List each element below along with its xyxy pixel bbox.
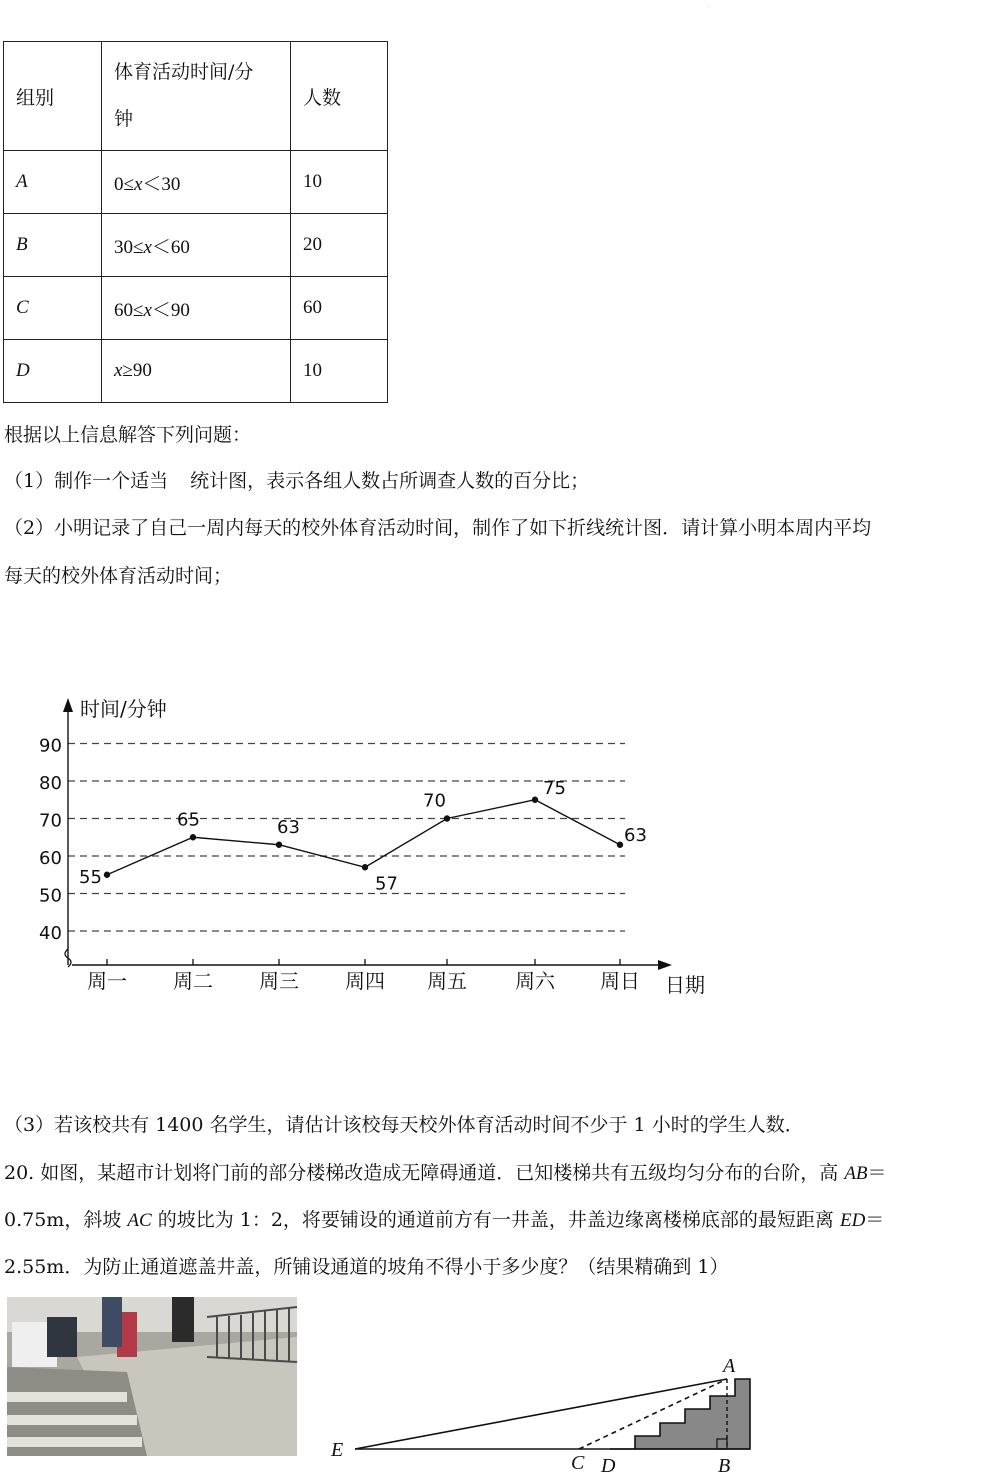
cell-group: A [4,151,102,214]
data-label: 57 [375,873,398,895]
frequency-table [3,41,388,403]
x-tick-label: 周二 [173,969,213,993]
cell-group: B [4,214,102,277]
header-time [102,42,291,151]
label-e: E [331,1439,344,1461]
data-point [362,864,368,870]
x-tick-label: 周三 [259,969,299,993]
cell-range: x≥90 [102,340,291,403]
intro-text: 根据以上信息解答下列问题： [4,424,252,446]
problem-20-line3: 2.55m．为防止通道遮盖井盖，所铺设通道的坡角不得小于多少度？（结果精确到 1） [4,1256,729,1278]
y-tick-label: 40 [39,923,62,944]
y-tick-label: 60 [39,848,62,869]
table-header-row [4,42,388,151]
cell-group: D [4,340,102,403]
question-3: （3）若该校共有 1400 名学生，请估计该校每天校外体育活动时间不少于 1 小时的学生人数． [4,1114,804,1136]
x-tick-label: 周日 [600,969,640,993]
data-point [444,815,450,821]
cell-range: 0≤x＜30 [102,151,291,214]
data-label: 63 [277,816,300,838]
problem-20-line2: 0.75m，斜坡 AC 的坡比为 1：2，将要铺设的通道前方有一井盖，井盖边缘离楼梯底部的最短距离 ED＝ [4,1209,885,1231]
stairs-photo [7,1297,297,1456]
table-row [4,151,388,214]
x-tick-label: 周一 [87,969,127,993]
cell-group: C [4,277,102,340]
question-2-line2: 每天的校外体育活动时间； [4,565,233,587]
cell-count: 10 [291,151,388,214]
header-group: 组别 [4,42,102,151]
cell-count: 20 [291,214,388,277]
x-axis-label: 日期 [665,973,705,997]
stray-mark: · [708,4,710,11]
y-tick-label: 80 [39,773,62,794]
cell-count: 10 [291,340,388,403]
data-label: 55 [79,866,102,888]
data-label: 63 [624,824,647,846]
y-tick-label: 90 [39,735,62,757]
table-row [4,214,388,277]
x-tick-label: 周五 [427,969,467,993]
header-time-line1: 体育活动时间/分 [114,61,254,83]
question-1: （1）制作一个适当 统计图，表示各组人数占所调查人数的百分比； [4,470,590,492]
label-c: C [571,1452,585,1474]
cell-range: 60≤x＜90 [102,277,291,340]
x-tick-label: 周六 [515,969,555,993]
data-label: 70 [423,790,446,812]
cell-count: 60 [291,277,388,340]
data-point [190,834,196,840]
x-axis-arrow [658,960,672,970]
label-d: D [601,1455,616,1477]
chart-series [79,778,647,895]
x-tick-label: 周四 [345,969,385,993]
problem-20-line1: 20. 如图，某超市计划将门前的部分楼梯改造成无障碍通道．已知楼梯共有五级均匀分布的台阶，高 AB＝ [4,1162,887,1184]
y-axis-label: 时间/分钟 [80,697,167,721]
y-axis-arrow [63,698,73,712]
data-label: 65 [177,809,200,831]
table-row [4,277,388,340]
stairs-shape [610,1379,750,1449]
line-chart [39,690,720,1010]
question-2-line1: （2）小明记录了自己一周内每天的校外体育活动时间，制作了如下折线统计图．请计算小明本周内平均 [4,517,872,539]
data-point [532,797,538,803]
y-tick-label: 50 [39,885,62,907]
slope-diagram [325,1352,765,1477]
cell-range: 30≤x＜60 [102,214,291,277]
data-point [617,842,623,848]
label-a: A [723,1355,736,1377]
data-point [276,842,282,848]
chart-grid [39,736,625,945]
chart-axes [63,697,705,997]
header-count: 人数 [291,42,388,151]
table-row [4,340,388,403]
y-tick-label: 70 [39,810,62,832]
data-label: 75 [543,777,566,799]
data-point [104,872,110,878]
header-time-line2: 钟 [114,108,134,130]
label-b: B [718,1455,731,1477]
